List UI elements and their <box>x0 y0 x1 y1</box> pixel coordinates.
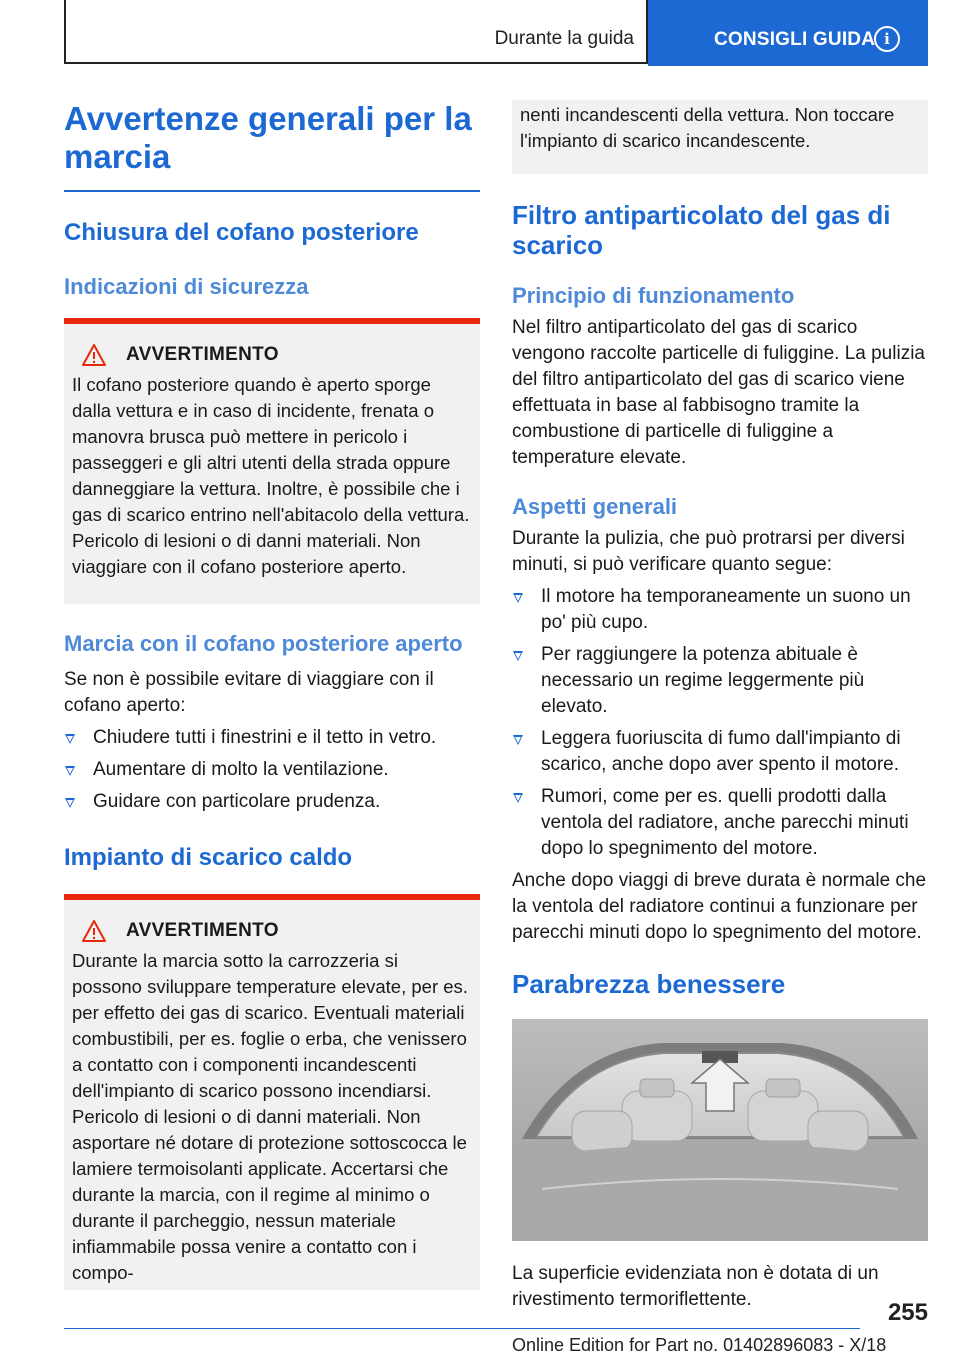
heading-sicurezza: Indicazioni di sicurezza <box>64 274 309 299</box>
list-item: Rumori, come per es. quelli prodotti dalla ventola del radiatore, anche parecchi minuti dopo lo spegnimento del motore. <box>512 784 928 862</box>
list-item: Chiudere tutti i finestrini e il tetto in vetro. <box>64 725 480 751</box>
page-title: Avvertenze generali per la marcia <box>64 100 472 175</box>
footer-divider <box>64 1328 860 1329</box>
list-item: Il motore ha temporaneamente un suono un po' più cupo. <box>512 584 928 636</box>
heading-principio: Principio di funzionamento <box>512 283 795 308</box>
list-item: Guidare con particolare prudenza. <box>64 789 480 815</box>
footer-edition: Online Edition for Part no. 01402896083 - X/18 <box>512 1335 887 1355</box>
warning-triangle-icon <box>82 920 106 942</box>
warning-box-scarico <box>64 894 480 1290</box>
aspetti-list <box>512 584 928 862</box>
parabrezza-caption: La superficie evidenziata non è dotata di un rivestimento termoriflettente. <box>512 1263 879 1310</box>
bullet-triangle-icon <box>513 735 523 745</box>
list-item: Aumentare di molto la ventilazione. <box>64 757 480 783</box>
warning-text: Il cofano posteriore quando è aperto sporge dalla vettura e in caso di incidente, frenata o manovra brusca può mettere in pericolo i passeggeri e gli altri utenti della strada oppure danneggiare la vettura. Inoltre, è possibile che i gas di scarico entrino nell'abitacolo della vettura. Pericolo di lesioni o di danni materiali. Non viaggiare con il cofano posteriore aperto. <box>72 374 470 577</box>
page-header <box>64 0 928 66</box>
aspetti-intro: Durante la pulizia, che può protrarsi per diversi minuti, si può verificare quanto segue: <box>512 528 905 575</box>
heading-impianto: Impianto di scarico caldo <box>64 844 353 871</box>
warning-title: AVVERTIMENTO <box>126 344 279 365</box>
warning-box-continued <box>512 100 928 174</box>
list-item: Leggera fuoriuscita di fumo dall'impianto di scarico, anche dopo aver spento il motore. <box>512 726 928 778</box>
warning-title: AVVERTIMENTO <box>126 920 279 941</box>
warning-text: Durante la marcia sotto la carrozzeria si possono sviluppare temperature elevate, per es. per effetto dei gas di scarico. Eventuali materiali combustibili, per es. foglie o erba, che venissero a contatto con i componenti incandescenti dell'impianto di scarico possono incendiarsi. Pericolo di lesioni o di danni materiali. Non asportare né dotare di protezione sottoscocca le lamiere termoisolanti applicate. Accertarsi che durante la marcia, con il regime al minimo o durante il parcheggio, nessun materiale infiammabile possa venire a contatto con i compo- <box>72 950 468 1283</box>
info-icon: i <box>874 26 900 52</box>
warning-triangle-icon <box>82 344 106 366</box>
warning-box-cofano <box>64 318 480 604</box>
heading-aspetti: Aspetti generali <box>512 494 678 519</box>
marcia-list <box>64 725 480 815</box>
heading-filtro: Filtro antiparticolato del gas di scarico <box>512 200 891 260</box>
heading-cofano: Chiusura del cofano posteriore <box>64 219 419 246</box>
header-chapter-label: CONSIGLI GUIDA <box>714 29 876 50</box>
page-number: 255 <box>887 1299 928 1326</box>
bullet-triangle-icon <box>65 798 75 808</box>
header-section-label: Durante la guida <box>494 28 634 49</box>
aspetti-outro: Anche dopo viaggi di breve durata è normale che la ventola del radiatore continui a funzionare per parecchi minuti dopo lo spegnimento del motore. <box>512 870 927 943</box>
bullet-triangle-icon <box>513 793 523 803</box>
header-section-box <box>64 0 648 64</box>
principio-text: Nel filtro antiparticolato del gas di scarico vengono raccolte particelle di fuliggine. La pulizia del filtro antiparticolato del gas di scarico viene effettuata in base al fabbisogno tramite la combustione di particelle di fuliggine a temperature elevate. <box>512 317 925 468</box>
list-item: Per raggiungere la potenza abituale è necessario un regime leggermente più elevato. <box>512 642 928 720</box>
title-divider <box>64 190 480 192</box>
warning-text-continued: nenti incandescenti della vettura. Non toccare l'impianto di scarico incandescente. <box>520 104 895 151</box>
bullet-triangle-icon <box>65 734 75 744</box>
bullet-triangle-icon <box>65 766 75 776</box>
bullet-triangle-icon <box>513 651 523 661</box>
header-chapter-tab[interactable] <box>648 0 928 66</box>
right-column <box>512 100 928 1313</box>
heading-marcia: Marcia con il cofano posteriore aperto <box>64 631 463 656</box>
left-column <box>64 100 480 1290</box>
marcia-intro: Se non è possibile evitare di viaggiare con il cofano aperto: <box>64 669 434 716</box>
bullet-triangle-icon <box>513 593 523 603</box>
windshield-illustration <box>512 1019 928 1241</box>
heading-parabrezza: Parabrezza benessere <box>512 969 786 999</box>
